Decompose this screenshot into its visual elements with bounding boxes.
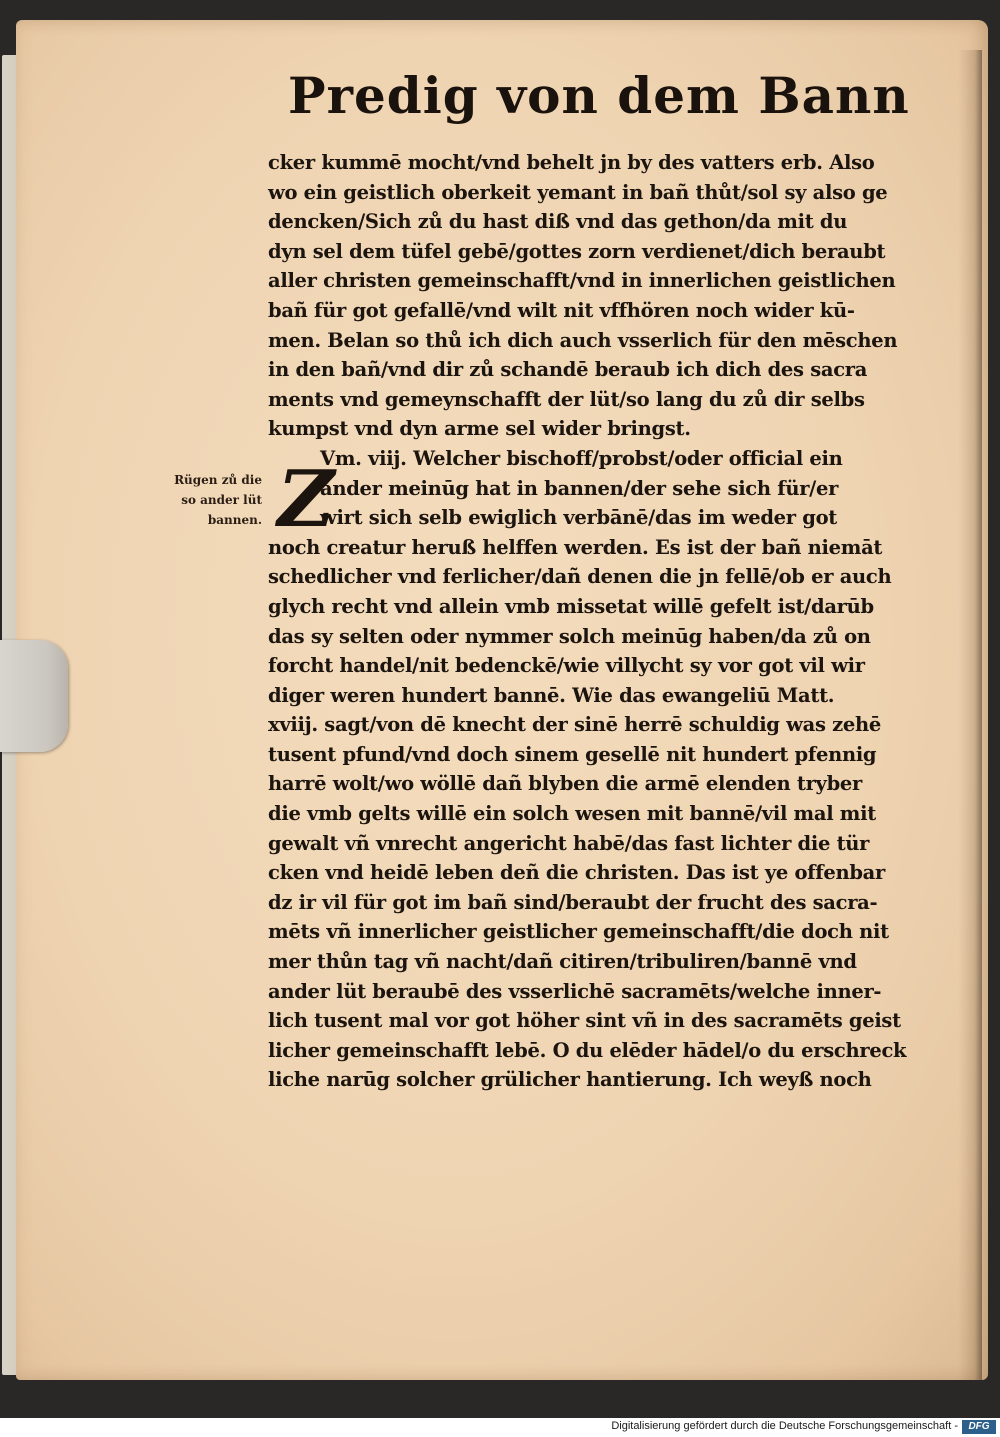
text-line: noch creatur heruß helffen werden. Es ist der bañ niemāt bbox=[268, 535, 883, 559]
text-line: liche narūg solcher grülicher hantierung. Ich weyß noch bbox=[268, 1068, 872, 1092]
text-line: dyn sel dem tüfel gebē/gottes zorn verdienet/dich beraubt bbox=[268, 239, 886, 263]
text-line: xviij. sagt/von dē knecht der sinē herrē schuldig was zehē bbox=[268, 713, 881, 737]
text-line: aller christen gemeinschafft/vnd in innerlichen geistlichen bbox=[268, 269, 896, 293]
text-line: ments vnd gemeynschafft der lüt/so lang du zů dir selbs bbox=[268, 387, 865, 411]
text-line: in den bañ/vnd dir zů schandē beraub ich dich des sacra bbox=[268, 358, 868, 382]
text-line: mer thůn tag vñ nacht/dañ citiren/tribuliren/bannē vnd bbox=[268, 950, 857, 974]
text-line: wirt sich selb ewiglich verbānē/das im weder got bbox=[320, 506, 837, 530]
text-line: glych recht vnd allein vmb missetat willē gefelt ist/darūb bbox=[268, 594, 874, 618]
text-line: lich tusent mal vor got höher sint vñ in des sacramēts geist bbox=[268, 1009, 901, 1033]
text-line: dz ir vil für got im bañ sind/beraubt der frucht des sacra- bbox=[268, 890, 878, 914]
text-line: harrē wolt/wo wöllē dañ blyben die armē elenden tryber bbox=[268, 772, 862, 796]
text-line: dencken/Sich zů du hast diß vnd das gethon/da mit du bbox=[268, 210, 848, 234]
text-line: ander lüt beraubē des vsserlichē sacramēts/welche inner- bbox=[268, 979, 882, 1003]
text-line: cken vnd heidē leben deñ die christen. Das ist ye offenbar bbox=[268, 861, 885, 885]
text-line: kumpst vnd dyn arme sel wider bringst. bbox=[268, 417, 691, 441]
margin-note-line: so ander lüt bbox=[181, 493, 262, 507]
text-line: cker kummē mocht/vnd behelt jn by des vatters erb. Also bbox=[268, 151, 875, 174]
text-line: ander meinūg hat in bannen/der sehe sich für/er bbox=[320, 476, 839, 500]
text-line: Vm. viij. Welcher bischoff/probst/oder official ein bbox=[320, 446, 843, 470]
text-line: forcht handel/nit bedenckē/wie villycht sy vor got vil wir bbox=[268, 654, 865, 678]
decorated-initial: Z bbox=[277, 454, 335, 545]
body-text bbox=[268, 148, 938, 1095]
text-line: diger weren hundert bannē. Wie das ewangeliū Matt. bbox=[268, 683, 835, 707]
text-line: das sy selten oder nymmer solch meinūg haben/da zů on bbox=[268, 624, 871, 648]
text-line: schedlicher vnd ferlicher/dañ denen die jn fellē/ob er auch bbox=[268, 565, 892, 589]
margin-note-line: Rügen zů die bbox=[174, 473, 262, 487]
text-line: men. Belan so thů ich dich auch vsserlich für den mēschen bbox=[268, 328, 898, 352]
text-line: gewalt vñ vnrecht angericht habē/das fast lichter die tür bbox=[268, 831, 870, 855]
text-line: die vmb gelts willē ein solch wesen mit bannē/vil mal mit bbox=[268, 802, 876, 826]
text-line: mēts vñ innerlicher geistlicher gemeinschafft/die doch nit bbox=[268, 920, 889, 944]
page-tab bbox=[0, 640, 68, 752]
text-line: licher gemeinschafft lebē. O du elēder hādel/o du erschreck bbox=[268, 1038, 907, 1062]
text-line: tusent pfund/vnd doch sinem gesellē nit hundert pfennig bbox=[268, 742, 877, 766]
margin-note-line: bannen. bbox=[207, 513, 262, 527]
digitization-credit: Digitalisierung gefördert durch die Deutsche Forschungsgemeinschaft - bbox=[611, 1420, 958, 1432]
text-line: wo ein geistlich oberkeit yemant in bañ thůt/sol sy also ge bbox=[268, 180, 888, 204]
margin-note bbox=[150, 470, 262, 530]
text-line: bañ für got gefallē/vnd wilt nit vffhören noch wider kū- bbox=[268, 298, 855, 322]
running-head: Predig von dem Bann bbox=[288, 66, 910, 125]
page-gutter-shadow bbox=[958, 50, 982, 1380]
dfg-logo: DFG bbox=[962, 1420, 996, 1434]
